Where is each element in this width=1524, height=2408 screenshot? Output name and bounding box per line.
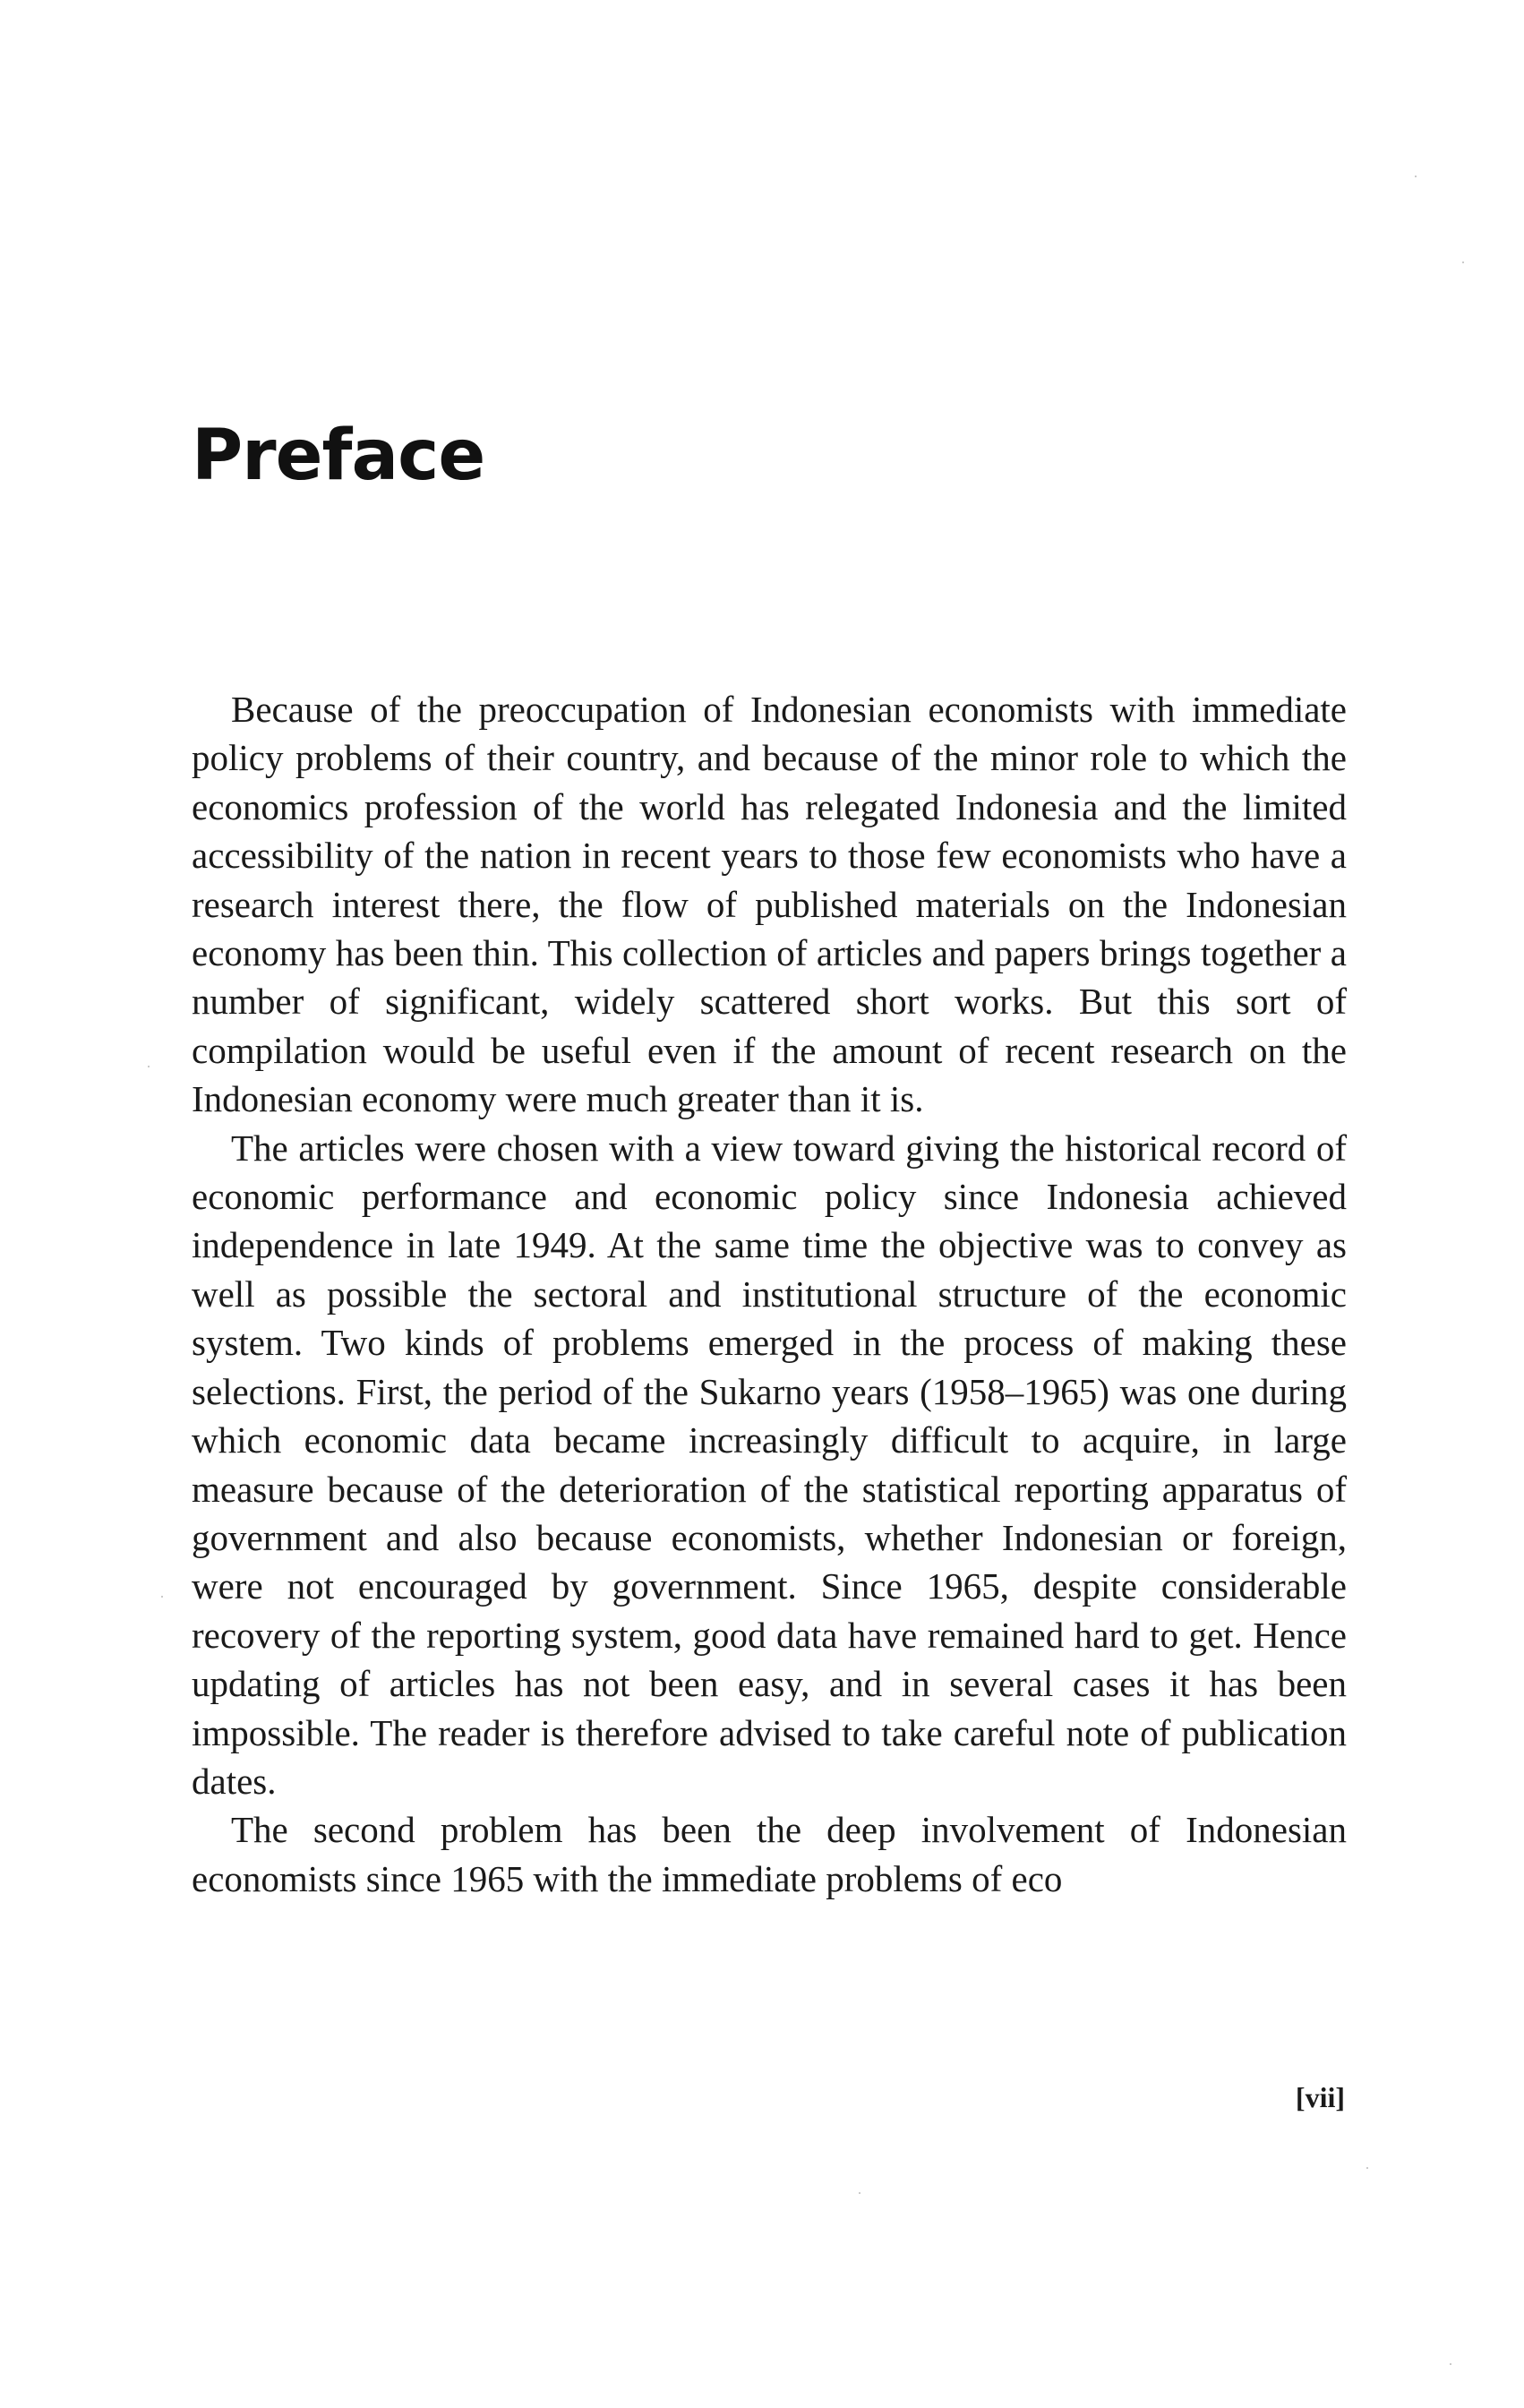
paragraph-1: Because of the preoccupation of Indonesian economists with immediate policy problems of their country, and because of the minor role to which the economics profession of the world has relegated Indonesia and the limited accessibility of the nation in recent years to those few economists who have a research interest there, the flow of published materials on the Indonesian economy has been thin. This collection of articles and papers brings together a number of significant, widely scattered short works. But this sort of compilation would be useful even if the amount of recent research on the Indonesian economy were much greater than it is. (192, 689, 1347, 1120)
chapter-title: Preface (192, 416, 485, 496)
scan-speck (1462, 261, 1464, 263)
page-number: [vii] (1295, 2081, 1345, 2113)
preface-body (192, 685, 1347, 1903)
scan-speck (859, 2192, 860, 2194)
scan-speck (148, 1066, 150, 1067)
paragraph-2: The articles were chosen with a view toward giving the historical record of economic performance and economic policy since Indonesia achieved independence in late 1949. At the same time the objective was to convey as well as possible the sectoral and institutional structure of the economic system. Two kinds of problems emerged in the process of making these selections. First, the period of the Sukarno years (1958–1965) was one during which economic data became increasingly difficult to acquire, in large measure because of the deterioration of the statistical reporting apparatus of government and also because economists, whether Indonesian or foreign, were not encouraged by government. Since 1965, despite considerable recovery of the reporting system, good data have remained hard to get. Hence updating of articles has not been easy, and in several cases it has been impossible. The reader is therefore advised to take careful note of publication dates. (192, 1127, 1347, 1802)
scan-speck (1366, 2167, 1368, 2169)
scan-speck (1415, 176, 1417, 177)
scan-speck (161, 1596, 163, 1598)
paragraph-3: The second problem has been the deep involvement of Indonesian economists since 1965 with the immediate problems of eco (192, 1809, 1347, 1899)
scan-speck (1450, 2363, 1451, 2365)
